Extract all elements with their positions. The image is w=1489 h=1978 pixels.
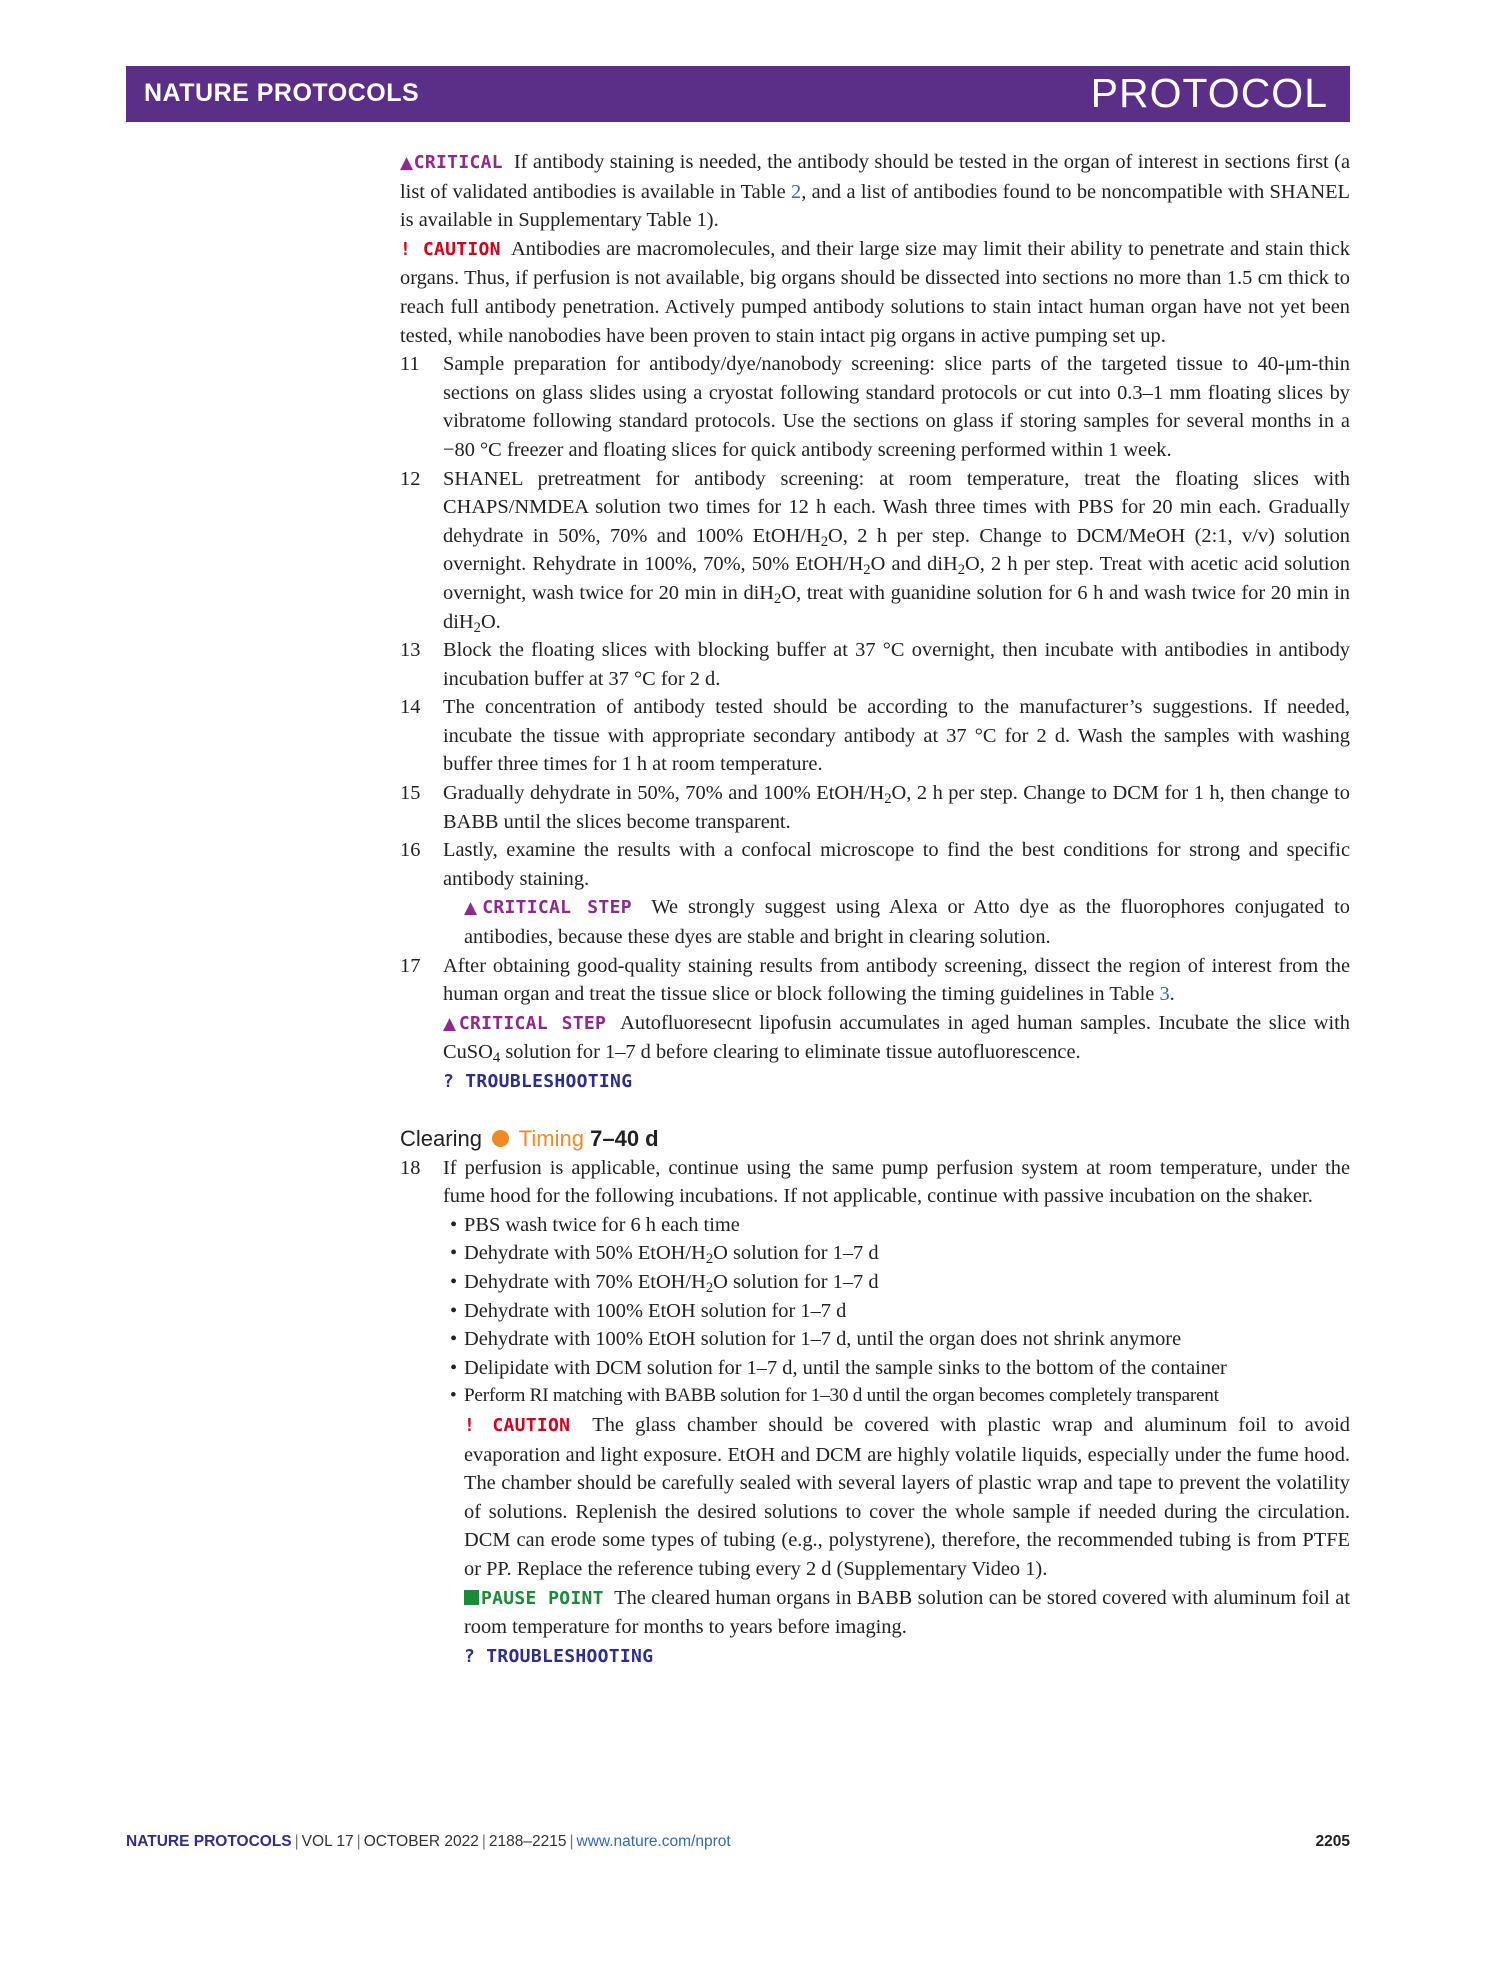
step-number: 12 <box>400 467 421 490</box>
step-number: 18 <box>400 1156 421 1179</box>
timing-dot-icon <box>492 1130 509 1147</box>
step-text: The concentration of antibody tested should be according to the manufacturer’s suggestions. If needed, incubate the tissue with appropriate secondary antibody at 37 °C for 2 d. Wash the samples with washing buffer three times for 1 h at room temperature. <box>443 696 1350 776</box>
caution-label: ! CAUTION <box>464 1414 571 1436</box>
list-item: • Dehydrate with 100% EtOH solution for 1–7 d, until the organ does not shrink anymore <box>443 1325 1350 1354</box>
triangle-icon: ▲ <box>464 898 483 919</box>
list-item: • Dehydrate with 100% EtOH solution for 1–7 d <box>443 1297 1350 1326</box>
list-item: • Dehydrate with 50% EtOH/$H_2O$ solution for 1–7 d <box>443 1239 1350 1268</box>
step-number: 16 <box>400 839 421 862</box>
critical-step-note: ▲CRITICAL STEP We strongly suggest using Alexa or Atto dye as the fluorophores conjugated to antibodies, because these dyes are stable and bright in clearing solution. <box>464 896 1351 949</box>
footer-volume: VOL 17 <box>301 1833 354 1850</box>
caution-note: ! CAUTION Antibodies are macromolecules, and their large size may limit their ability to penetrate and stain thick organs. Thus, if perfusion is not available, big organs should be dissected into sections no more than 1.5 cm thick to reach full antibody penetration. Actively pumped antibody solutions to stain intact human organ have not yet been tested, while nanobodies have been proven to stain intact pig organs in active pumping set up. <box>400 237 1350 347</box>
square-icon <box>464 1590 479 1605</box>
footer-url[interactable]: www.nature.com/nprot <box>576 1833 731 1850</box>
step-14 <box>400 693 1350 779</box>
triangle-icon: ▲ <box>443 1013 459 1034</box>
pause-point-note: PAUSE POINT The cleared human organs in BABB solution can be stored covered with aluminum foil at room temperature for months to years before imaging. <box>464 1586 1351 1639</box>
list-item: • Dehydrate with 70% EtOH/$H_2O$ solution for 1–7 d <box>443 1268 1350 1297</box>
step-12 <box>400 465 1350 637</box>
step-text: Lastly, examine the results with a confocal microscope to find the best conditions for strong and specific antibody staining. <box>443 839 1350 890</box>
step-number: 13 <box>400 639 421 662</box>
journal-name: NATURE PROTOCOLS <box>144 79 420 107</box>
table-2-link[interactable]: 2 <box>791 180 802 203</box>
timing-label: Timing <box>518 1125 584 1151</box>
table-3-link[interactable]: 3 <box>1159 983 1170 1006</box>
step-text: After obtaining good-quality staining results from antibody screening, dissect the region of interest from the human organ and treat the tissue slice or block following the timing guidelines in Table 3. <box>443 954 1350 1006</box>
critical-step-label: ▲CRITICAL STEP <box>464 897 632 919</box>
section-label: PROTOCOL <box>1090 70 1328 116</box>
step-text: If perfusion is applicable, continue using the same pump perfusion system at room temperature, under the fume hood for the following incubations. If not applicable, continue with passive incubation on the shaker. <box>443 1156 1350 1208</box>
critical-step-label: ▲CRITICAL STEP <box>443 1012 607 1034</box>
step-text: Block the floating slices with blocking buffer at 37 °C overnight, then incubate with antibodies in antibody incubation buffer at 37 °C for 2 d. <box>443 639 1350 690</box>
step-number: 14 <box>400 696 421 719</box>
troubleshooting-link[interactable]: ? TROUBLESHOOTING <box>443 1071 633 1092</box>
header-banner <box>126 66 1350 122</box>
caution-note: ! CAUTION The glass chamber should be covered with plastic wrap and aluminum foil to avoid evaporation and light exposure. EtOH and DCM are highly volatile liquids, especially under the fume hood. The chamber should be carefully sealed with several layers of plastic wrap and tape to prevent the volatility of solutions. Replenish the desired solutions to cover the whole sample if needed during the circulation. DCM can erode some types of tubing (e.g., polystyrene), therefore, the recommended tubing is from PTFE or PP. Replace the reference tubing every 2 d (Supplementary Video 1). <box>464 1413 1350 1580</box>
critical-label: ▲CRITICAL <box>400 152 503 173</box>
footer-date: OCTOBER 2022 <box>363 1833 479 1850</box>
step-16 <box>400 836 1350 951</box>
clearing-heading: Clearing Timing 7–40 d <box>400 1125 659 1151</box>
critical-step-note: ▲CRITICAL STEP Autofluoresecnt lipofusin accumulates in aged human samples. Incubate the slice with CuSO$_4$ solution for 1–7 d before clearing to eliminate tissue autofluorescence. <box>443 1011 1350 1067</box>
timing-value: 7–40 d <box>590 1125 659 1151</box>
footer-pages: 2188–2215 <box>488 1833 567 1850</box>
step-15 <box>400 779 1350 836</box>
troubleshooting-link[interactable]: ? TROUBLESHOOTING <box>464 1645 654 1667</box>
list-item: • Perform RI matching with BABB solution for 1–30 d until the organ becomes completely transparent <box>443 1382 1350 1411</box>
list-item: • PBS wash twice for 6 h each time <box>443 1211 1350 1240</box>
step-text: Sample preparation for antibody/dye/nanobody screening: slice parts of the targeted tissue to 40-μm-thin sections on glass slides using a cryostat following standard protocols or cut into 0.3–1 mm floating slices by vibratome following standard protocols. Use the sections on glass if storing samples for several months in a −80 °C freezer and floating slices for quick antibody screening performed within 1 week. <box>443 353 1350 461</box>
pause-point-label: PAUSE POINT <box>464 1588 604 1609</box>
step-number: 15 <box>400 782 421 805</box>
step-13 <box>400 636 1350 693</box>
article-body <box>400 148 1350 1671</box>
list-item: • Delipidate with DCM solution for 1–7 d, until the sample sinks to the bottom of the container <box>443 1354 1350 1383</box>
step-text: SHANEL pretreatment for antibody screening: at room temperature, treat the floating slices with CHAPS/NMDEA solution two times for 12 h each. Wash three times with PBS for 20 min each. Gradually dehydrate in 50%, 70% and 100% EtOH/$H_2O$, 2 h per step. Change to DCM/MeOH (2:1, v/v) solution overnight. Rehydrate in 100%, 70%, 50% EtOH/$H_2O$ and diH$_2$O, 2 h per step. Treat with acetic acid solution overnight, wash twice for 20 min in diH$_2$O, treat with guanidine solution for 6 h and wash twice for 20 min in diH$_2$O. <box>443 467 1351 636</box>
step-11 <box>400 350 1350 464</box>
critical-note: ▲CRITICAL If antibody staining is needed, the antibody should be tested in the organ of interest in sections first (a list of validated antibodies is available in Table 2, and a list of antibodies found to be noncompatible with SHANEL is available in Supplementary Table 1). <box>400 151 1350 232</box>
step-17 <box>400 952 1350 1097</box>
step-text: Gradually dehydrate in 50%, 70% and 100% EtOH/$H_2O$, 2 h per step. Change to DCM for 1 h, then change to BABB until the slices become transparent. <box>443 782 1350 833</box>
step-18 <box>400 1154 1350 1672</box>
footer-citation: NATURE PROTOCOLS | VOL 17 | OCTOBER 2022 | 2188–2215 | www.nature.com/nprot <box>126 1833 731 1850</box>
step-number: 11 <box>400 353 420 376</box>
footer-journal: NATURE PROTOCOLS <box>126 1833 292 1850</box>
step-number: 17 <box>400 954 421 977</box>
triangle-icon: ▲ <box>400 153 414 173</box>
page-number: 2205 <box>1315 1833 1350 1850</box>
caution-label: ! CAUTION <box>400 238 501 260</box>
